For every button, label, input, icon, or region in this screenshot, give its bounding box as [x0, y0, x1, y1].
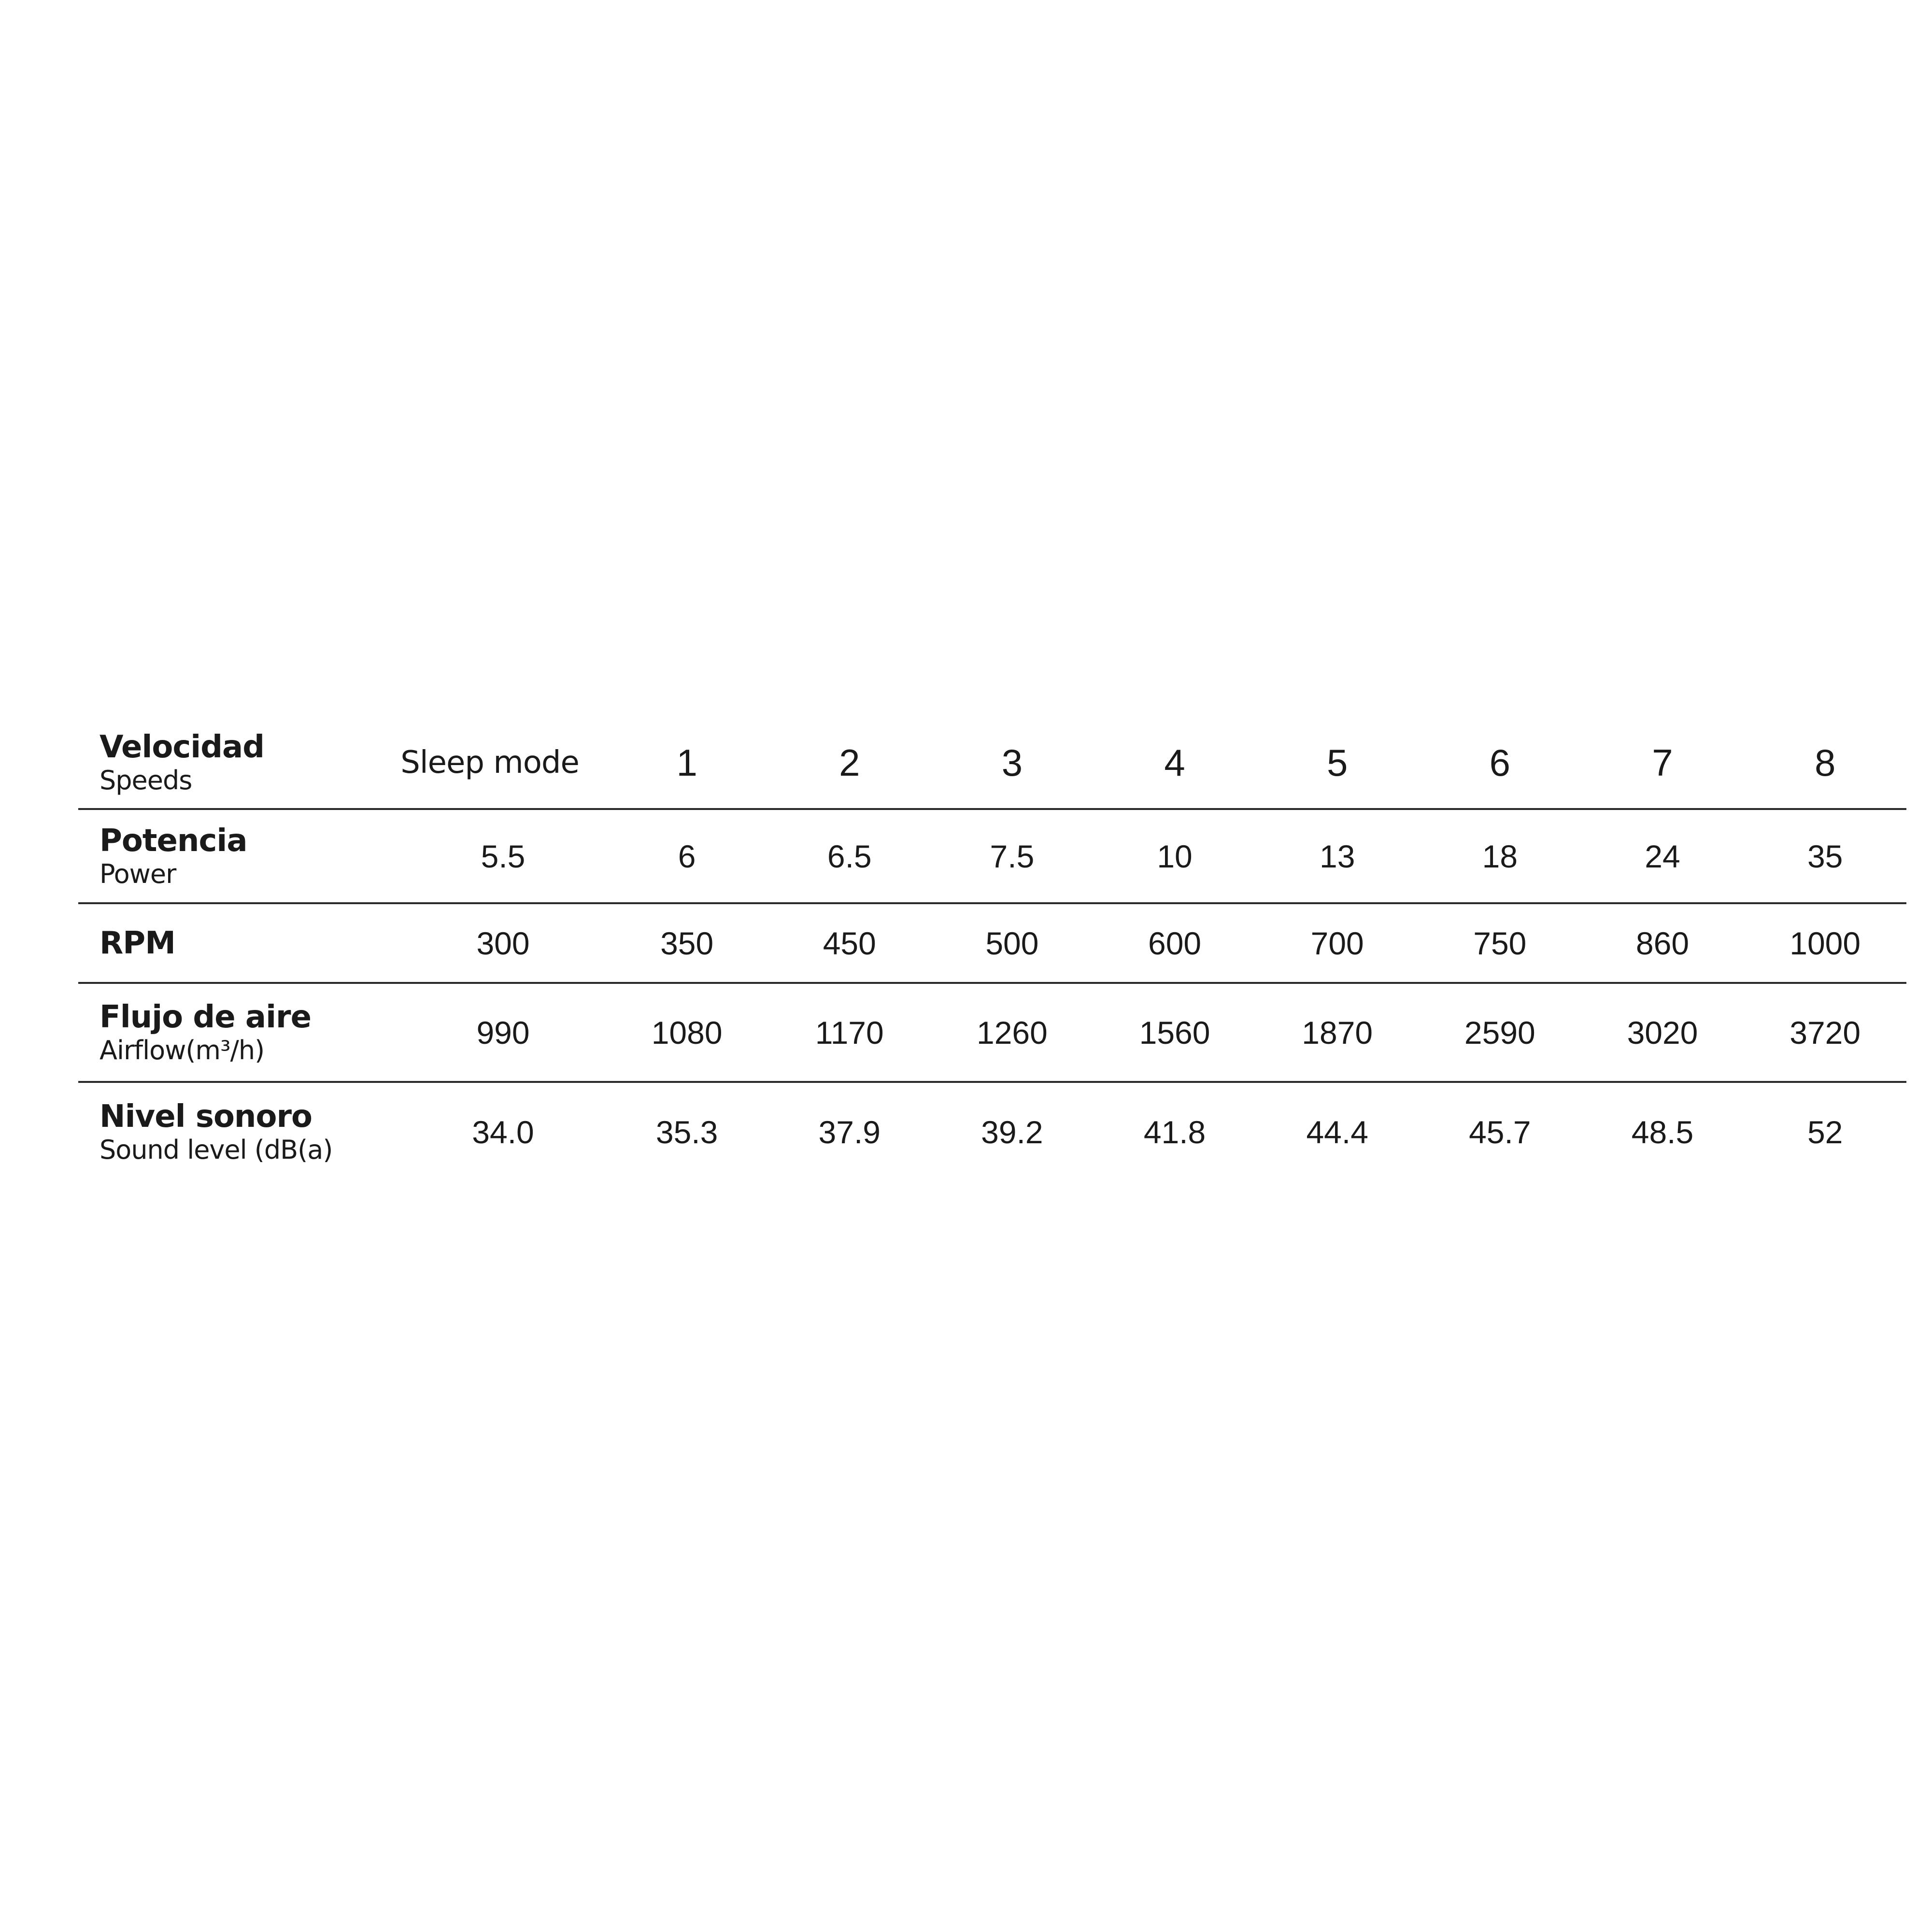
table-cell: 41.8 [1094, 1082, 1256, 1181]
header-speed-7: 7 [1652, 741, 1673, 784]
table-cell: 1260 [931, 983, 1094, 1082]
table-row-rpm [78, 903, 1906, 983]
table-cell: 990 [400, 983, 606, 1082]
row-label-main: Nivel sonoro [99, 1098, 312, 1135]
table-cell: 300 [400, 903, 606, 983]
table-cell: 1560 [1094, 983, 1256, 1082]
table-cell: 44.4 [1256, 1082, 1419, 1181]
header-speed-2: 2 [839, 741, 860, 784]
row-label-rpm [78, 903, 400, 983]
table-cell: 3020 [1581, 983, 1744, 1082]
table-cell: 10 [1094, 809, 1256, 903]
table-cell: 52 [1744, 1082, 1906, 1181]
row-label-sound-level [78, 1082, 400, 1181]
header-row [78, 717, 1906, 809]
header-speed-5: 5 [1327, 741, 1348, 784]
table-cell: 3720 [1744, 983, 1906, 1082]
table-cell: 48.5 [1581, 1082, 1744, 1181]
header-speed-6: 6 [1489, 741, 1511, 784]
row-label-main: RPM [99, 925, 175, 961]
table-cell: 1000 [1744, 903, 1906, 983]
table-cell: 34.0 [400, 1082, 606, 1181]
table-row-airflow [78, 983, 1906, 1082]
table-cell: 750 [1419, 903, 1581, 983]
speed-spec-table [78, 717, 1906, 1181]
table-cell: 18 [1419, 809, 1581, 903]
table-row-sound-level [78, 1082, 1906, 1181]
table-cell: 37.9 [768, 1082, 931, 1181]
header-speed-3: 3 [1001, 741, 1023, 784]
table-cell: 24 [1581, 809, 1744, 903]
table-cell: 35 [1744, 809, 1906, 903]
table-cell: 7.5 [931, 809, 1094, 903]
table-cell: 860 [1581, 903, 1744, 983]
header-label-main: Velocidad [99, 729, 265, 765]
table-cell: 6.5 [768, 809, 931, 903]
table-cell: 1870 [1256, 983, 1419, 1082]
header-speed-1: 1 [676, 741, 697, 784]
table-cell: 5.5 [400, 809, 606, 903]
table-cell: 2590 [1419, 983, 1581, 1082]
header-speed-4: 4 [1164, 741, 1185, 784]
row-label-power [78, 809, 400, 903]
header-sleep-mode: Sleep mode [400, 745, 579, 781]
table-cell: 35.3 [606, 1082, 768, 1181]
table-cell: 700 [1256, 903, 1419, 983]
row-label-sub: Airflow(m³/h) [99, 1035, 265, 1065]
table-cell: 600 [1094, 903, 1256, 983]
table-cell: 45.7 [1419, 1082, 1581, 1181]
row-label-airflow [78, 983, 400, 1082]
table-cell: 39.2 [931, 1082, 1094, 1181]
row-label-sub: Power [99, 858, 176, 889]
table-cell: 350 [606, 903, 768, 983]
table-cell: 13 [1256, 809, 1419, 903]
table-cell: 1170 [768, 983, 931, 1082]
table-cell: 1080 [606, 983, 768, 1082]
table-cell: 500 [931, 903, 1094, 983]
header-speed-8: 8 [1814, 741, 1836, 784]
table-row-power [78, 809, 1906, 903]
row-label-main: Flujo de aire [99, 999, 311, 1035]
table-cell: 450 [768, 903, 931, 983]
row-label-sub: Sound level (dB(a) [99, 1134, 333, 1165]
header-label [78, 717, 400, 809]
header-label-sub: Speeds [99, 765, 192, 796]
row-label-main: Potencia [99, 823, 247, 859]
table-cell: 6 [606, 809, 768, 903]
